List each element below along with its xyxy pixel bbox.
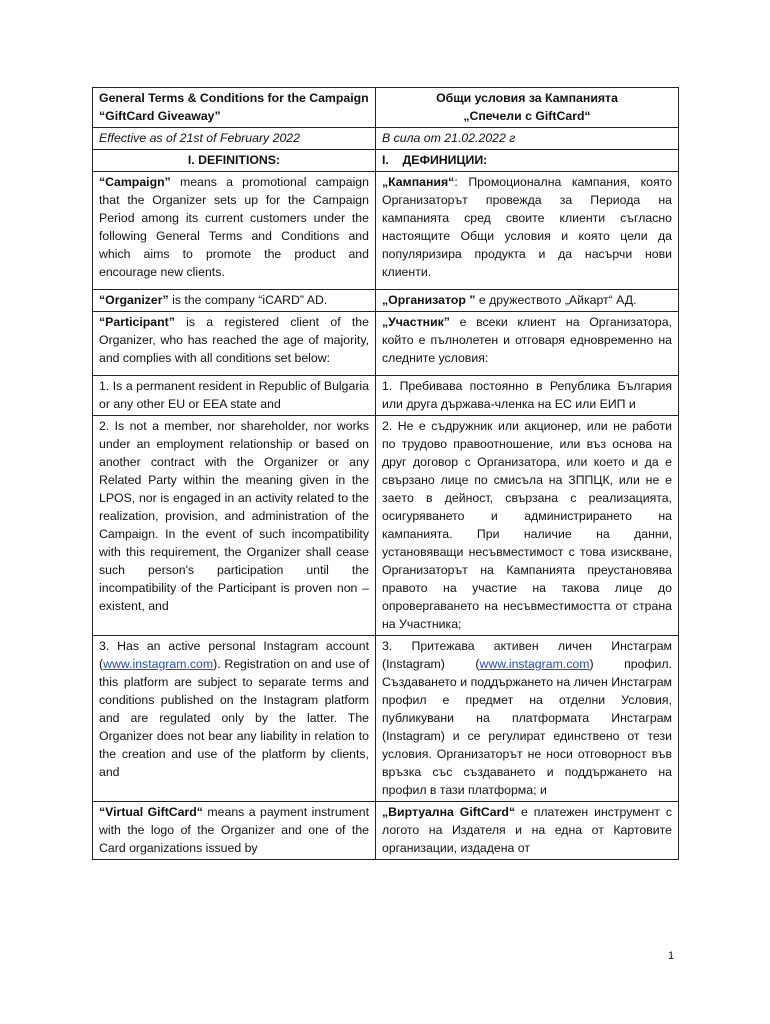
bg-definition-text: : Промоционална кампания, която Организаторът провежда за Периода на кампанията сред своите клиенти съгласно настоящите Общи условия и която цели да популяризира продукта и да насърчи нови клиенти.	[382, 175, 672, 279]
en-term: “Participant”	[99, 315, 175, 329]
bg-term: „Организатор ”	[382, 293, 476, 307]
en-definition	[93, 802, 376, 860]
en-condition: 1. Is a permanent resident in Republic of Bulgaria or any other EU or EEA state and	[93, 376, 376, 416]
bg-title-line1: Общи условия за Кампанията	[436, 91, 618, 105]
page-number: 1	[668, 950, 675, 962]
en-term: “Virtual GiftCard“	[99, 805, 203, 819]
en-condition: 2. Is not a member, nor shareholder, nor works under an employment relationship or based on another contract with the Organizer or any Related Party within the meaning given in the LPOS, nor is engaged in an activity related to the realization, provision, and administration of the Campaign. In the event of such incompatibility with this requirement, the Organizer shall cease such person's participation until the incompatibility of the Participant is proven non – existent, and	[93, 416, 376, 636]
condition-row-1	[93, 376, 679, 416]
en-definition-text: means a promotional campaign that the Organizer sets up for the Campaign Period among its current customers under the following General Terms and Conditions and which aims to promote the product and encourage new clients.	[99, 175, 369, 279]
bg-definition-text: е платежен инструмент с логото на Издателя и на една от Картовите организации, издадена от	[382, 805, 672, 855]
section-row	[93, 150, 679, 172]
en-section-heading: I. DEFINITIONS:	[93, 150, 376, 172]
bg-effective: В сила от 21.02.2022 г	[376, 128, 679, 150]
en-definition	[93, 312, 376, 376]
en-condition-text: 3. Has an active personal Instagram account (	[99, 639, 369, 671]
bg-condition: 2. Не е съдружник или акционер, или не работи по трудово правоотношение, или въз основа на друг договор с Организатора, или което и да е свързано лице по смисъла на ЗППЦК, или не е зaeтo в дейност, свързана с реализацията, осигуряването и администрирането на кампанията. При наличие на данни, установяващи несъвместимост с това изискване, Организаторът на Кампанията преустановява правото на участие на такова лице до опровергаването на несъвместимостта от страна на Участника;	[376, 416, 679, 636]
bg-condition: 1. Пребивава постоянно в Република България или друга държава-членка на ЕС или ЕИП и	[376, 376, 679, 416]
condition-row-2	[93, 416, 679, 636]
definition-row-campaign	[93, 172, 679, 290]
en-definition-text: is the company “iCARD” AD.	[168, 293, 328, 307]
title-row	[93, 88, 679, 128]
en-effective: Effective as of 21st of February 2022	[93, 128, 376, 150]
definition-row-virtual-giftcard	[93, 802, 679, 860]
en-definition	[93, 172, 376, 290]
bg-definition	[376, 802, 679, 860]
bg-term: „Виртуална GiftCard“	[382, 805, 516, 819]
definition-row-organizer	[93, 290, 679, 312]
bg-definition	[376, 290, 679, 312]
en-definition	[93, 290, 376, 312]
en-condition-text: ). Registration on and use of this platform are subject to separate terms and conditions published on the Instagram platform and are regulated only by the latter. The Organizer does not bear any liability in relation to the creation and use of the platform by clients, and	[99, 657, 369, 779]
bg-condition-text: 3. Притежава активен личен Инстаграм (Instagram) (	[382, 639, 672, 671]
bg-condition	[376, 636, 679, 802]
en-definition-text: is a registered client of the Organizer, who has reached the age of majority, and complies with all conditions set below:	[99, 315, 369, 365]
instagram-link[interactable]: www.instagram.com	[103, 657, 214, 671]
en-term: “Campaign”	[99, 175, 171, 189]
bg-definition-text: е всеки клиент на Организатора, който е пълнолетен и отговаря едновременно на следните условия:	[382, 315, 672, 365]
bg-definition	[376, 172, 679, 290]
condition-row-3	[93, 636, 679, 802]
bg-definition	[376, 312, 679, 376]
bg-condition-text: ) профил. Създаването и поддържането на личен Инстаграм профил е предмет на отделни Условия, публикувани на платформата Инстаграм (Instagram) и се регулират единствено от тези условия. Организаторът не носи отговорност във връзка със създаването и поддържането на профил в тази платформа; и	[382, 657, 672, 797]
en-term: “Organizer”	[99, 293, 169, 307]
bg-section-heading: I. ДЕФИНИЦИИ:	[376, 150, 679, 172]
bg-title	[376, 88, 679, 128]
effective-row	[93, 128, 679, 150]
bg-term: „Участник”	[382, 315, 450, 329]
en-condition	[93, 636, 376, 802]
bg-term: „Кампания“	[382, 175, 455, 189]
en-definition-text: means a payment instrument with the logo of the Organizer and one of the Card organizations issued by	[99, 805, 369, 855]
definition-row-participant	[93, 312, 679, 376]
bg-title-line2: „Спечели с GiftCard“	[463, 109, 591, 123]
terms-table	[92, 87, 679, 860]
bg-definition-text: е дружеството „Айкарт“ АД.	[475, 293, 637, 307]
en-title: General Terms & Conditions for the Campaign “GiftCard Giveaway”	[93, 88, 376, 128]
instagram-link[interactable]: www.instagram.com	[479, 657, 590, 671]
